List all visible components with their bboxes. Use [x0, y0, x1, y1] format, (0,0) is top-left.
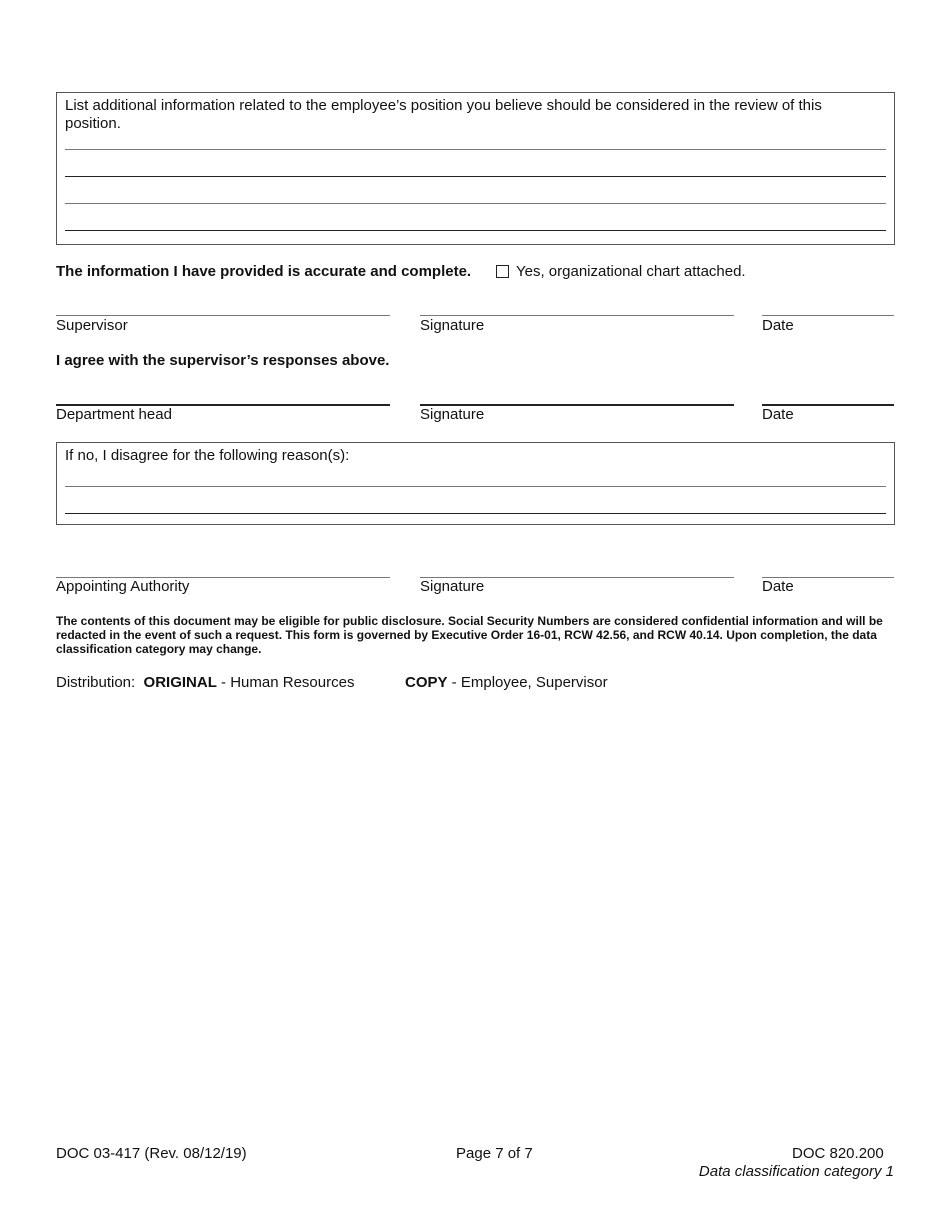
- distribution-original-text: - Human Resources: [216, 674, 355, 691]
- distribution-copy: [405, 674, 608, 692]
- supervisor-line[interactable]: [56, 315, 390, 316]
- distribution-prefix: Distribution:: [56, 674, 136, 691]
- department-date-label: Date: [762, 406, 794, 423]
- department-head-label: Department head: [56, 406, 172, 423]
- footer-classification: Data classification category 1: [698, 1163, 894, 1180]
- additional-info-line-2[interactable]: [65, 176, 886, 177]
- supervisor-label: Supervisor: [56, 317, 128, 334]
- org-chart-checkbox[interactable]: [496, 265, 509, 278]
- distribution-line: [56, 674, 354, 692]
- supervisor-signature-label: Signature: [420, 317, 485, 334]
- disagree-line-1[interactable]: [65, 486, 886, 487]
- supervisor-signature-line[interactable]: [420, 315, 734, 316]
- authority-date-label: Date: [762, 578, 794, 595]
- footer-page-number: Page 7 of 7: [456, 1145, 533, 1162]
- footer-form-number: DOC 03-417 (Rev. 08/12/19): [56, 1145, 247, 1162]
- org-chart-checkbox-label: Yes, organizational chart attached.: [516, 263, 746, 280]
- additional-info-prompt: List additional information related to the employee’s position you believe should be considered in the review of this position.: [65, 97, 822, 132]
- attestation-statement: The information I have provided is accurate and complete.: [56, 263, 472, 280]
- distribution-copy-text: - Employee, Supervisor: [447, 674, 608, 691]
- disagree-prompt: If no, I disagree for the following reason(s):: [65, 447, 350, 464]
- additional-info-line-4[interactable]: [65, 230, 886, 231]
- authority-signature-label: Signature: [420, 578, 485, 595]
- distribution-original-label: ORIGINAL: [143, 674, 217, 691]
- disclosure-text: The contents of this document may be eligible for public disclosure. Social Security Numbers are considered confidential information and will be redacted in the event of such a request. This form is governed by Executive Order 16-01, RCW 42.56, and RCW 40.14. Upon completion, the data classification category may change.: [56, 614, 883, 656]
- additional-info-line-3[interactable]: [65, 203, 886, 204]
- disagree-line-2[interactable]: [65, 513, 886, 514]
- supervisor-date-label: Date: [762, 317, 794, 334]
- additional-info-line-1[interactable]: [65, 149, 886, 150]
- department-signature-label: Signature: [420, 406, 485, 423]
- distribution-copy-label: COPY: [405, 674, 448, 691]
- footer-policy-number: DOC 820.200: [792, 1145, 884, 1162]
- agreement-statement: I agree with the supervisor’s responses above.: [56, 352, 390, 369]
- authority-label: Appointing Authority: [56, 578, 190, 595]
- supervisor-date-line[interactable]: [762, 315, 894, 316]
